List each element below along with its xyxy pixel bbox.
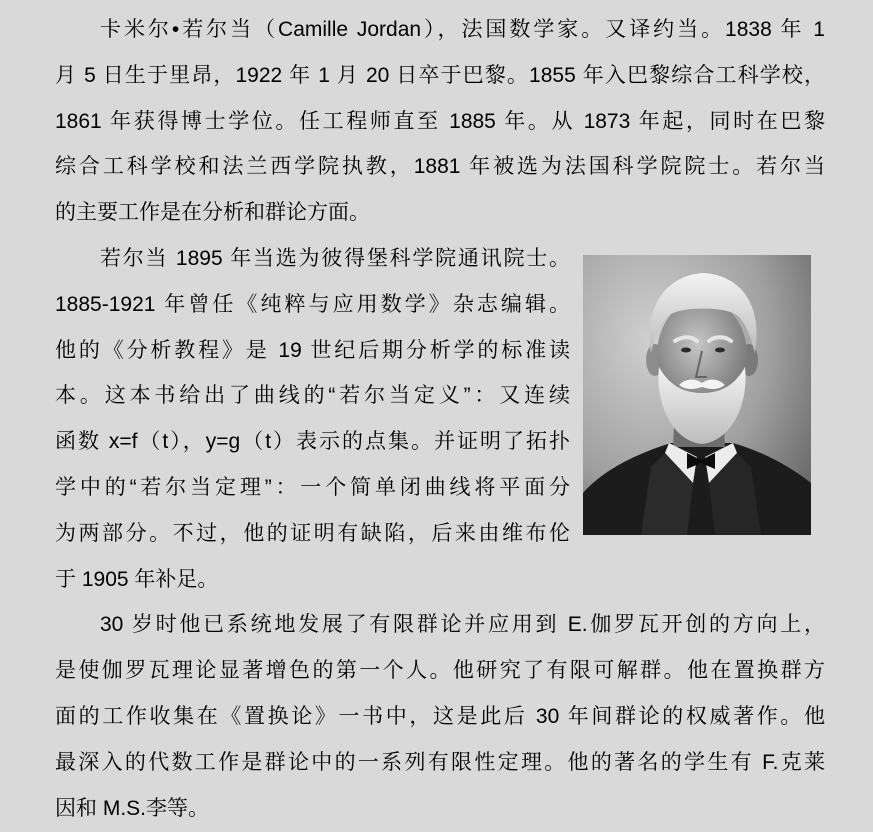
text-line: 是使伽罗瓦理论显著增色的第一个人。他研究了有限可解群。他在置换群方 — [55, 659, 825, 683]
text-line: 面的工作收集在《置换论》一书中，这是此后 30 年间群论的权威著作。他 — [55, 704, 825, 728]
portrait-photo — [583, 255, 811, 535]
text-line: 综合工科学校和法兰西学院执教，1881 年被选为法国科学院院士。若尔当 — [55, 155, 825, 179]
text-line: 本。这本书给出了曲线的“若尔当定义”：又连续 — [55, 384, 570, 408]
text-line: 若尔当 1895 年当选为彼得堡科学院通讯院士。 — [100, 246, 570, 270]
text-line: 他的《分析教程》是 19 世纪后期分析学的标准读 — [55, 338, 570, 362]
text-line: 为两部分。不过，他的证明有缺陷，后来由维布伦 — [55, 521, 570, 545]
text-line: 函数 x=f（t），y=g（t）表示的点集。并证明了拓扑 — [55, 430, 570, 454]
text-line: 1861 年获得博士学位。任工程师直至 1885 年。从 1873 年起，同时在巴黎 — [55, 109, 825, 133]
paragraph-biography — [55, 7, 825, 236]
text-line: 1885-1921 年曾任《纯粹与应用数学》杂志编辑。 — [55, 292, 570, 316]
paragraph-group-theory — [55, 602, 825, 831]
text-line: 的主要工作是在分析和群论方面。 — [55, 201, 370, 225]
text-line: 月 5 日生于里昂，1922 年 1 月 20 日卒于巴黎。1855 年入巴黎综合工科学校， — [55, 63, 825, 87]
text-line: 于 1905 年补足。 — [55, 567, 219, 591]
text-line: 因和 M.S.李等。 — [55, 796, 210, 820]
text-line: 学中的“若尔当定理”：一个简单闭曲线将平面分 — [55, 475, 570, 499]
text-line: 30 岁时他已系统地发展了有限群论并应用到 E.伽罗瓦开创的方向上， — [100, 613, 825, 637]
text-line: 最深入的代数工作是群论中的一系列有限性定理。他的著名的学生有 F.克莱 — [55, 750, 825, 774]
text-line: 卡米尔•若尔当（Camille Jordan），法国数学家。又译约当。1838 年 1 — [100, 18, 825, 41]
